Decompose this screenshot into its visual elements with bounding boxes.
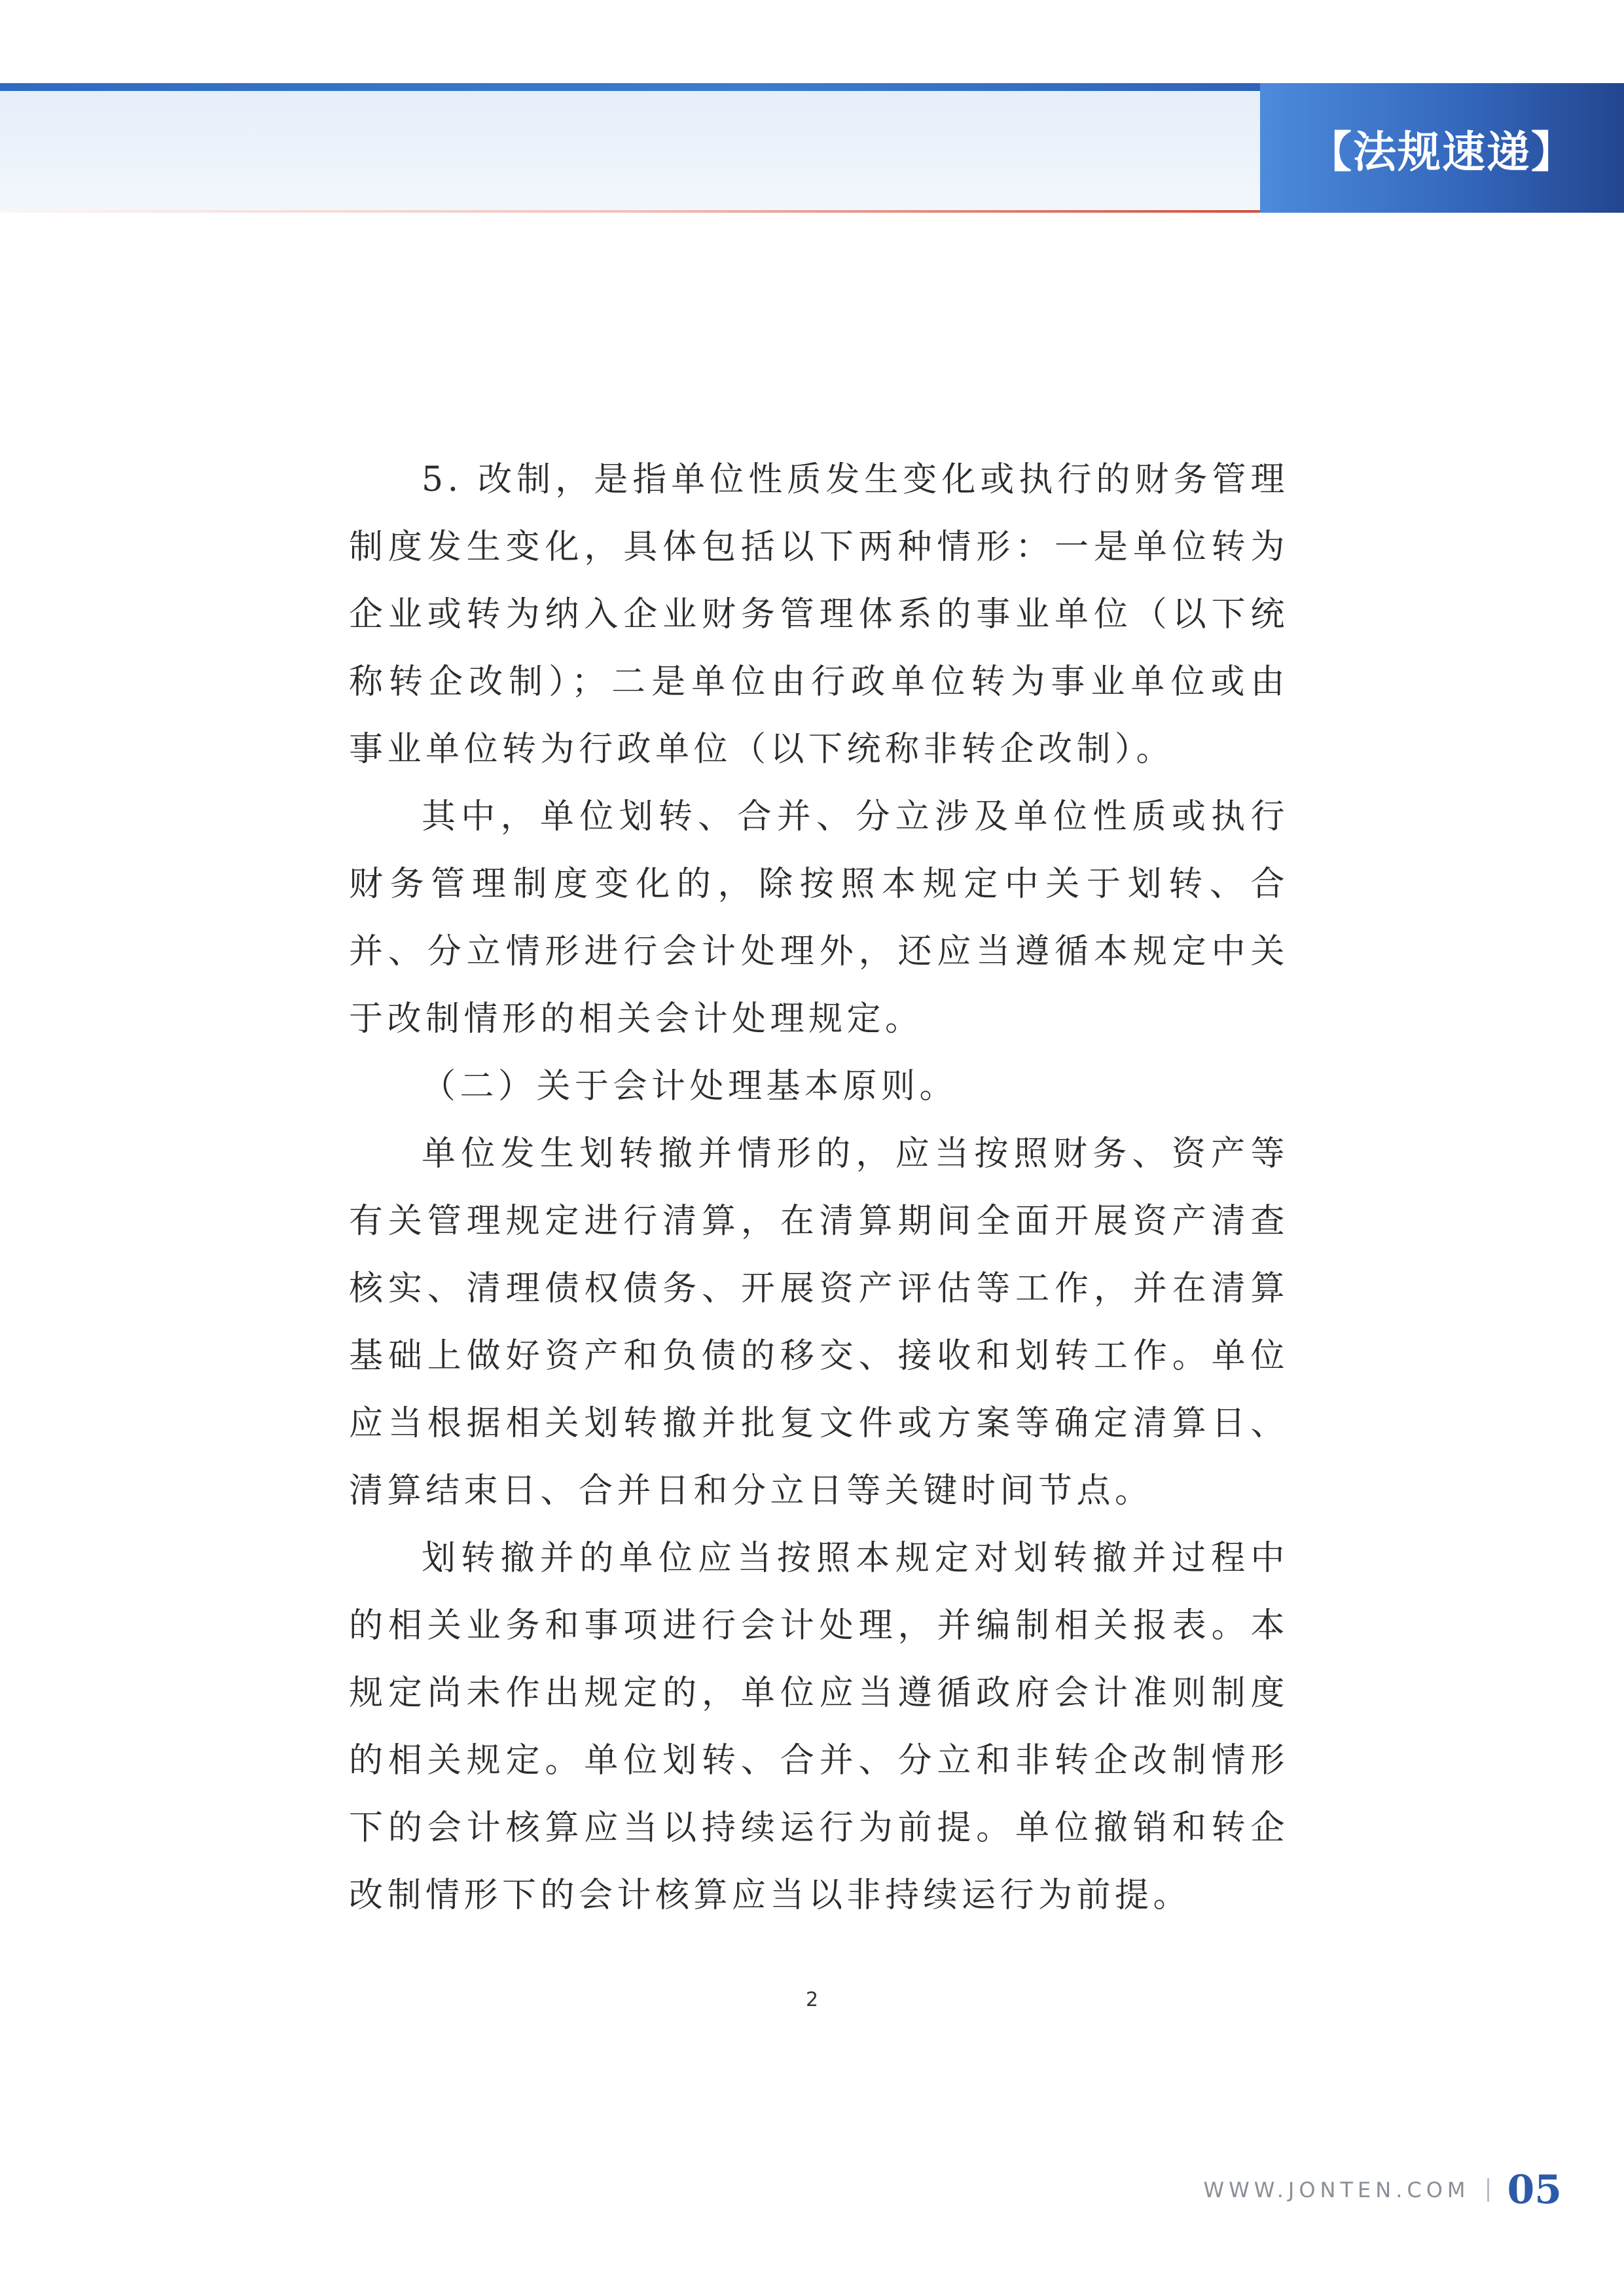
header-band <box>0 91 1260 210</box>
footer-divider <box>1487 2178 1489 2202</box>
footer-website: WWW.JONTEN.COM <box>1203 2178 1470 2202</box>
header-red-rule <box>0 210 1260 213</box>
paragraph-combined-situations: 其中，单位划转、合并、分立涉及单位性质或执行财务管理制度变化的，除按照本规定中关于划转、合并、分立情形进行会计处理外，还应当遵循本规定中关于改制情形的相关会计处理规定。 <box>349 797 1289 1039</box>
document-page-number: 2 <box>805 1988 819 2011</box>
page-header <box>0 0 1624 216</box>
page-footer <box>1204 2166 1562 2214</box>
section-heading-basic-principles: （二）关于会计处理基本原则。 <box>422 1067 958 1106</box>
document-body <box>349 446 1289 1929</box>
section-tag-label: 【法规速递】 <box>1308 126 1576 177</box>
paragraph-accounting-basis: 划转撤并的单位应当按照本规定对划转撤并过程中的相关业务和事项进行会计处理，并编制相关报表。本规定尚未作出规定的，单位应当遵循政府会计准则制度的相关规定。单位划转、合并、分立和非转企改制情形下的会计核算应当以持续运行为前提。单位撤销和转企改制情形下的会计核算应当以非持续运行为前提。 <box>349 1539 1289 1915</box>
header-top-rule <box>0 83 1260 91</box>
footer-page-number: 05 <box>1507 2167 1562 2213</box>
paragraph-definition-restructuring: 5. 改制，是指单位性质发生变化或执行的财务管理制度发生变化，具体包括以下两种情形：一是单位转为企业或转为纳入企业财务管理体系的事业单位（以下统称转企改制）；二是单位由行政单位转为事业单位或由事业单位转为行政单位（以下统称非转企改制）。 <box>349 460 1289 769</box>
section-tag <box>1260 83 1624 213</box>
paragraph-liquidation: 单位发生划转撤并情形的，应当按照财务、资产等有关管理规定进行清算，在清算期间全面开展资产清查核实、清理债权债务、开展资产评估等工作，并在清算基础上做好资产和负债的移交、接收和划转工作。单位应当根据相关划转撤并批复文件或方案等确定清算日、清算结束日、合并日和分立日等关键时间节点。 <box>349 1134 1289 1511</box>
